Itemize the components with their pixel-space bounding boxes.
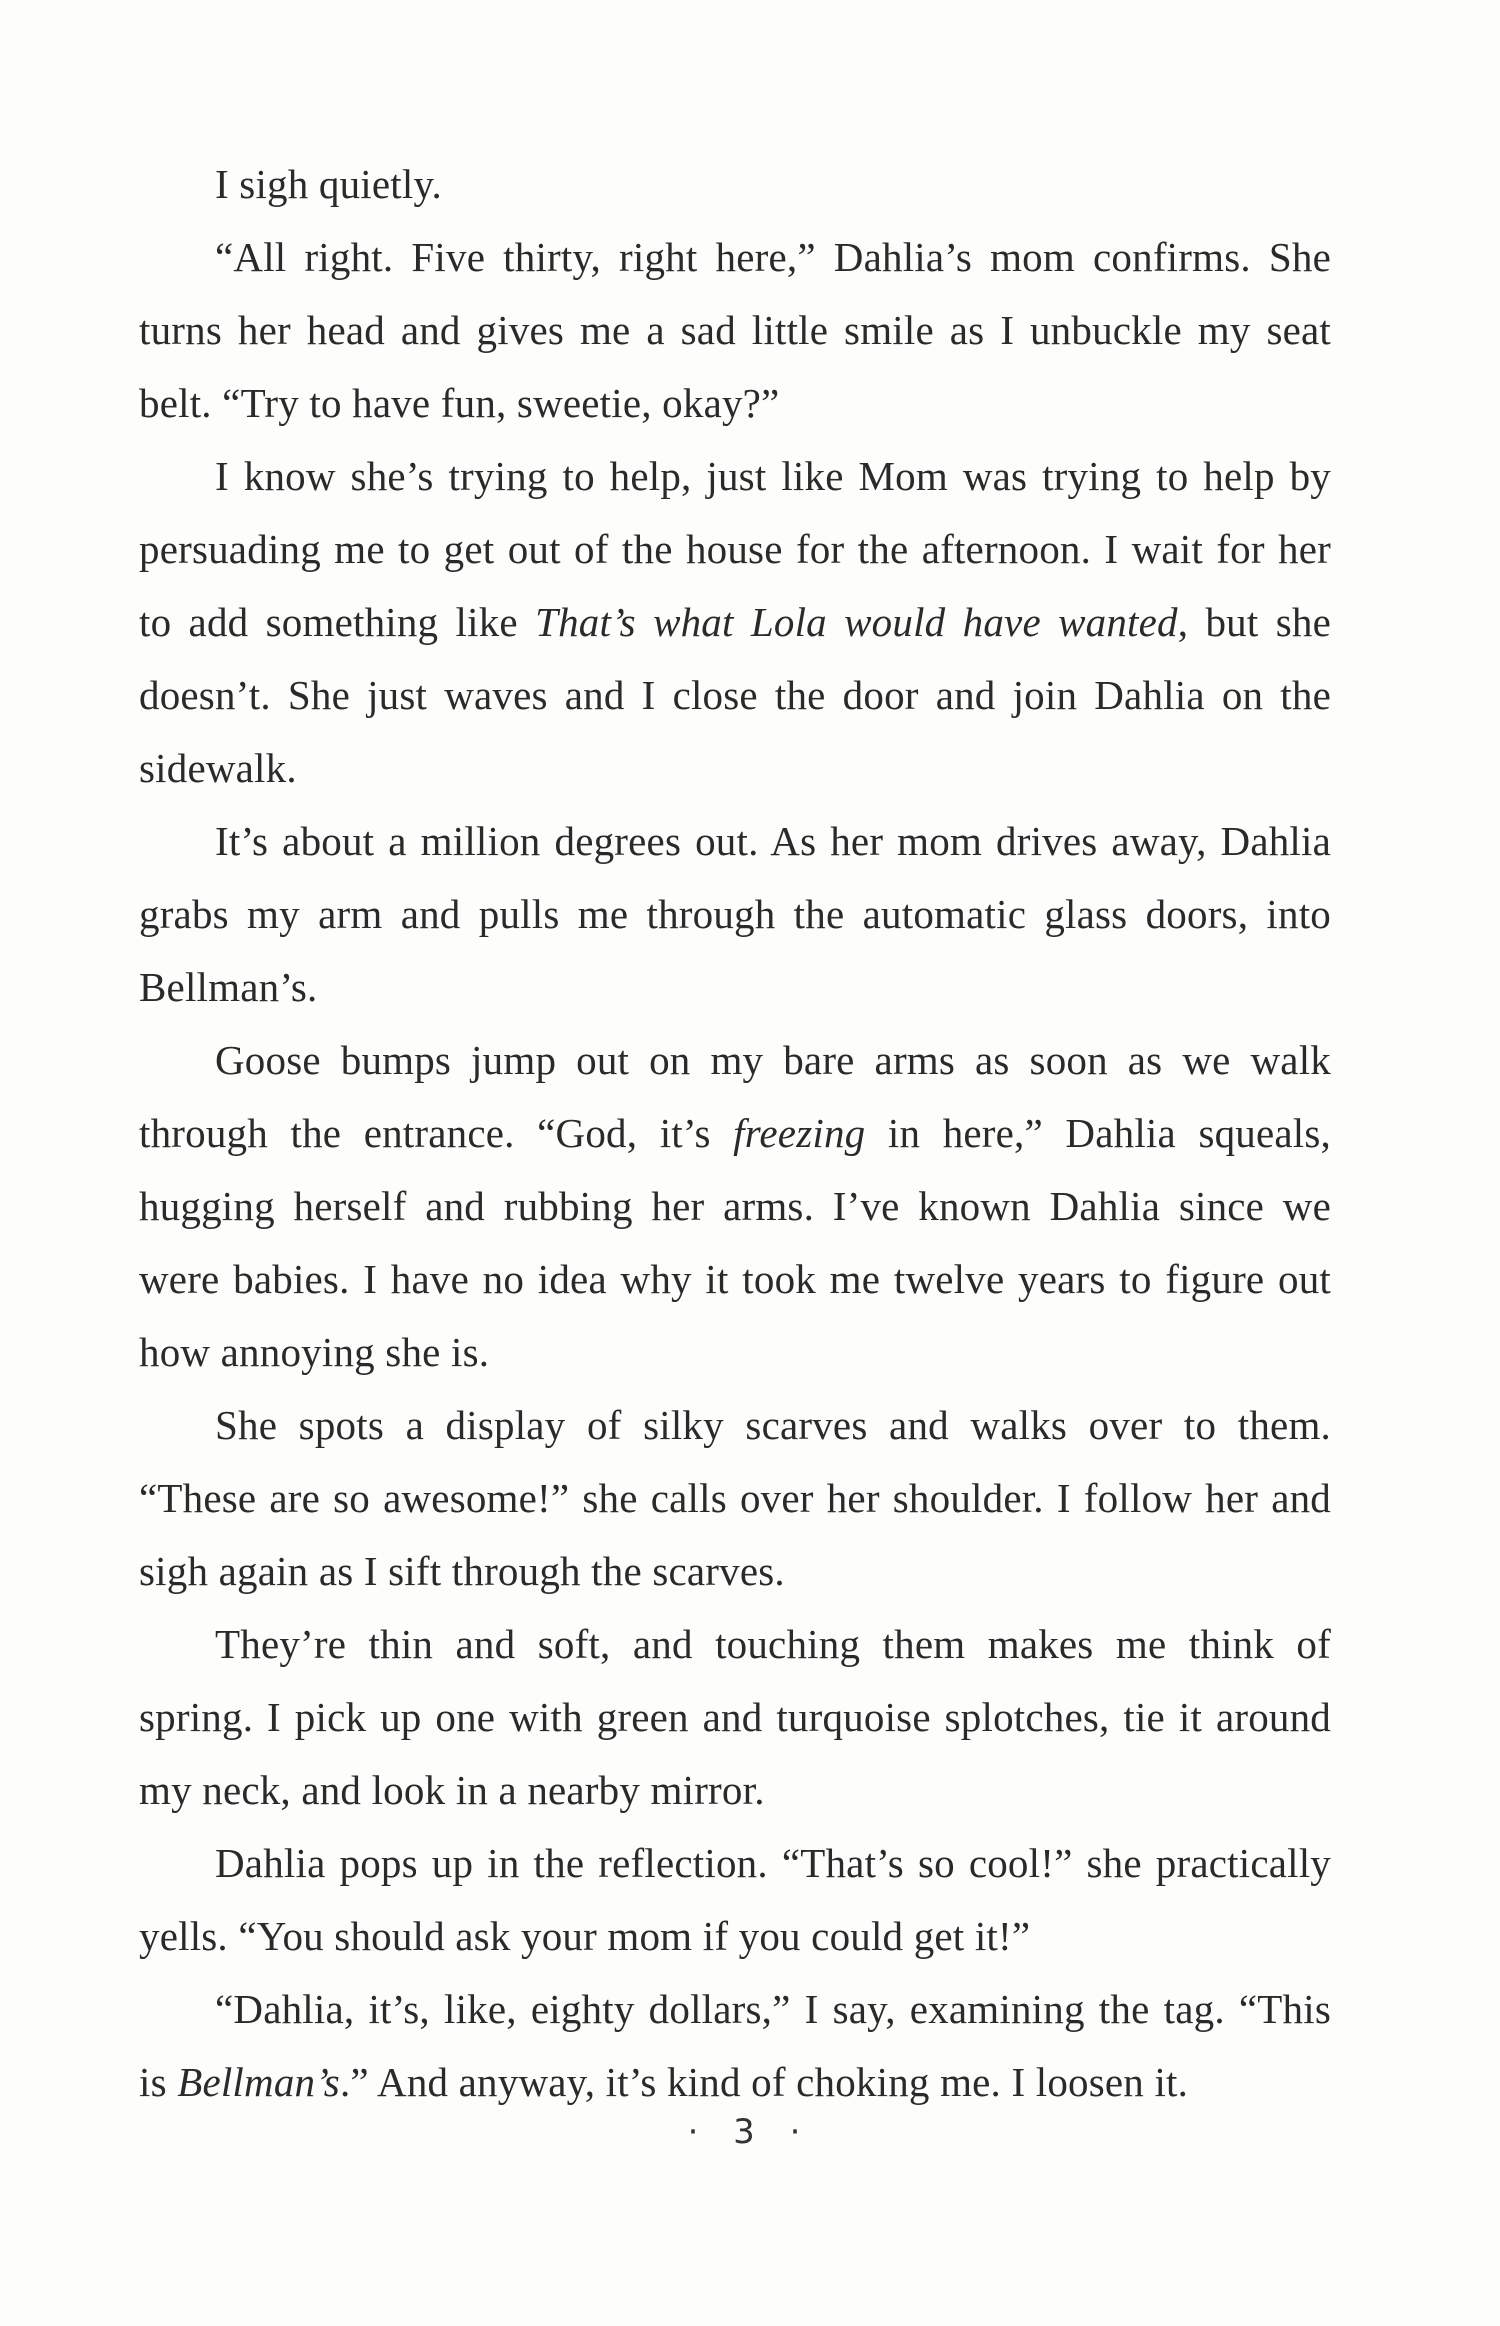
paragraph-2 xyxy=(139,221,1331,440)
body-text xyxy=(139,148,1331,2119)
text-segment: , but she doesn’t. She just waves and I close the door and join Dahlia on the sidewalk. xyxy=(139,599,1331,791)
paragraph-9 xyxy=(139,1973,1331,2119)
italic-segment: That’s what Lola would have wanted xyxy=(535,599,1178,645)
paragraph-1 xyxy=(139,148,1331,221)
paragraph-4 xyxy=(139,805,1331,1024)
italic-segment: freezing xyxy=(733,1110,866,1156)
paragraph-7 xyxy=(139,1608,1331,1827)
text-segment: Goose bumps jump out on my bare arms as soon as we walk through the entrance. “God, it’s xyxy=(139,1037,1331,1156)
text-segment: in here,” Dahlia squeals, hugging herself and rubbing her arms. I’ve known Dahlia since we were babies. I have no idea why it took me twelve years to figure out how annoying she is. xyxy=(139,1110,1331,1375)
paragraph-6 xyxy=(139,1389,1331,1608)
paragraph-5 xyxy=(139,1024,1331,1389)
text-segment: “Dahlia, it’s, like, eighty dollars,” I say, examining the tag. “This is xyxy=(139,1986,1331,2105)
text-segment: I sigh quietly. xyxy=(215,161,442,207)
text-segment: It’s about a million degrees out. As her mom drives away, Dahlia grabs my arm and pulls me through the automatic glass doors, into Bellman’s. xyxy=(139,818,1331,1010)
italic-segment: Bellman’s xyxy=(177,2059,340,2105)
paragraph-3 xyxy=(139,440,1331,805)
text-segment: Dahlia pops up in the reflection. “That’s so cool!” she practically yells. “You should ask your mom if you could get it!” xyxy=(139,1840,1331,1959)
paragraph-8 xyxy=(139,1827,1331,1973)
text-segment: They’re thin and soft, and touching them makes me think of spring. I pick up one with green and turquoise splotches, tie it around my neck, and look in a nearby mirror. xyxy=(139,1621,1331,1813)
text-segment: I know she’s trying to help, just like Mom was trying to help by persuading me to get out of the house for the afternoon. I wait for her to add something like xyxy=(139,453,1331,645)
text-segment: .” And anyway, it’s kind of choking me. I loosen it. xyxy=(339,2059,1189,2105)
text-segment: She spots a display of silky scarves and walks over to them. “These are so awesome!” she calls over her shoulder. I follow her and sigh again as I sift through the scarves. xyxy=(139,1402,1331,1594)
page-number: · 3 · xyxy=(687,2112,813,2152)
text-segment: “All right. Five thirty, right here,” Dahlia’s mom confirms. She turns her head and gives me a sad little smile as I unbuckle my seat belt. “Try to have fun, sweetie, okay?” xyxy=(139,234,1331,426)
